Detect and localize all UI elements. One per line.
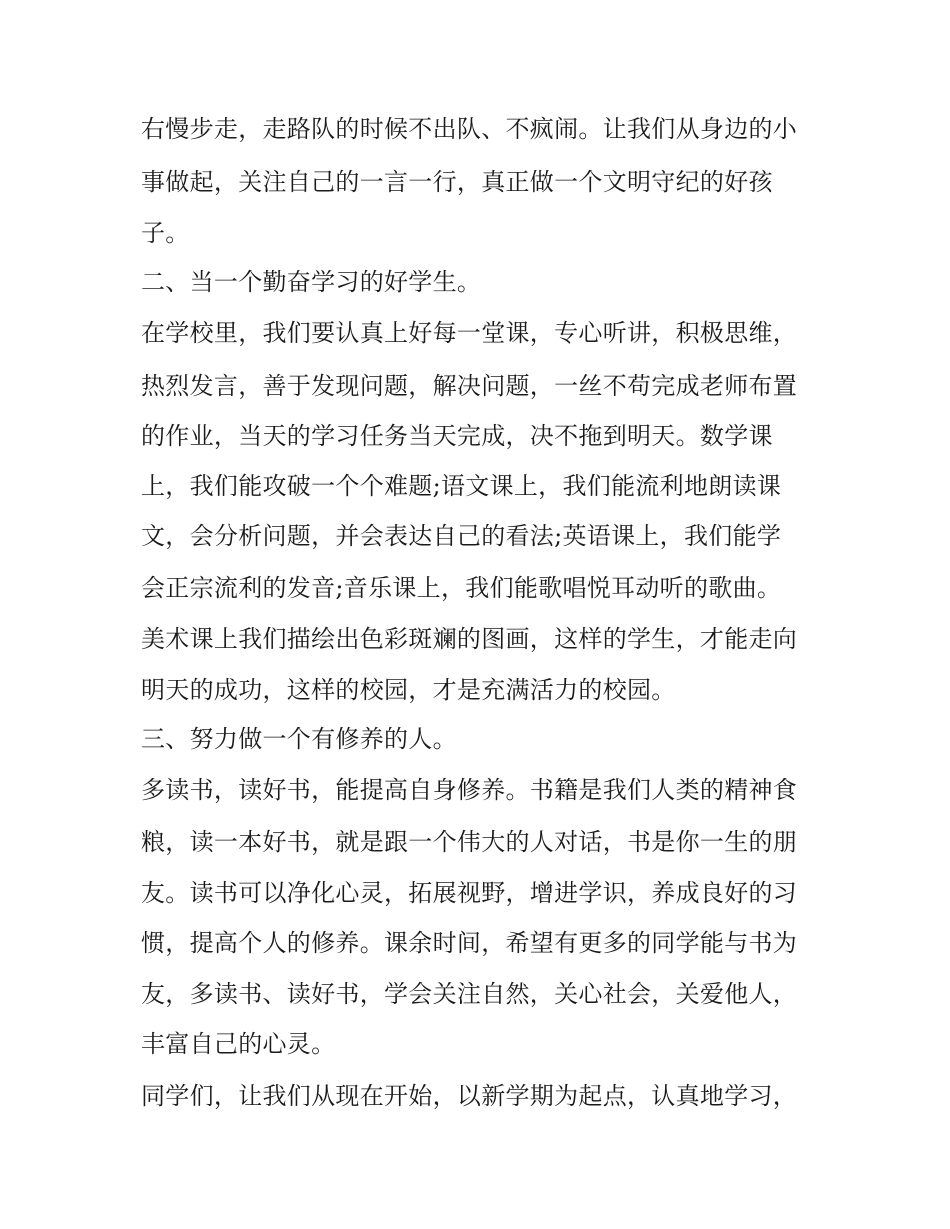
text-line: 右慢步走，走路队的时候不出队、不疯闹。让我们从身边的小 [141, 115, 798, 143]
text-line: 热烈发言，善于发现问题，解决问题，一丝不苟完成老师布置 [141, 372, 798, 400]
text-line: 丰富自己的心灵。 [141, 1030, 336, 1058]
text-line: 在学校里，我们要认真上好每一堂课，专心听讲，积极思维， [141, 319, 798, 347]
section-heading: 二、当一个勤奋学习的好学生。 [141, 268, 482, 296]
text-line: 粮，读一本好书，就是跟一个伟大的人对话，书是你一生的朋 [141, 828, 798, 856]
text-line: 同学们，让我们从现在开始，以新学期为起点，认真地学习， [141, 1082, 798, 1110]
text-line: 会正宗流利的发音;音乐课上，我们能歌唱悦耳动听的歌曲。 [141, 574, 782, 602]
text-line: 多读书，读好书，能提高自身修养。书籍是我们人类的精神食 [141, 776, 798, 804]
text-line: 子。 [141, 219, 190, 247]
text-line: 明天的成功，这样的校园，才是充满活力的校园。 [141, 676, 676, 704]
text-line: 美术课上我们描绘出色彩斑斓的图画，这样的学生，才能走向 [141, 625, 798, 653]
text-line: 事做起，关注自己的一言一行，真正做一个文明守纪的好孩 [141, 168, 773, 196]
text-line: 友，多读书、读好书，学会关注自然，关心社会，关爱他人， [141, 980, 798, 1008]
text-line: 文，会分析问题，并会表达自己的看法;英语课上，我们能学 [141, 522, 782, 550]
text-line: 的作业，当天的学习任务当天完成，决不拖到明天。数学课 [141, 422, 773, 450]
text-line: 上，我们能攻破一个个难题;语文课上，我们能流利地朗读课 [141, 472, 782, 500]
section-heading: 三、努力做一个有修养的人。 [141, 725, 457, 753]
text-line: 惯，提高个人的修养。课余时间，希望有更多的同学能与书为 [141, 929, 798, 957]
text-line: 友。读书可以净化心灵，拓展视野，增进学识，养成良好的习 [141, 879, 798, 907]
